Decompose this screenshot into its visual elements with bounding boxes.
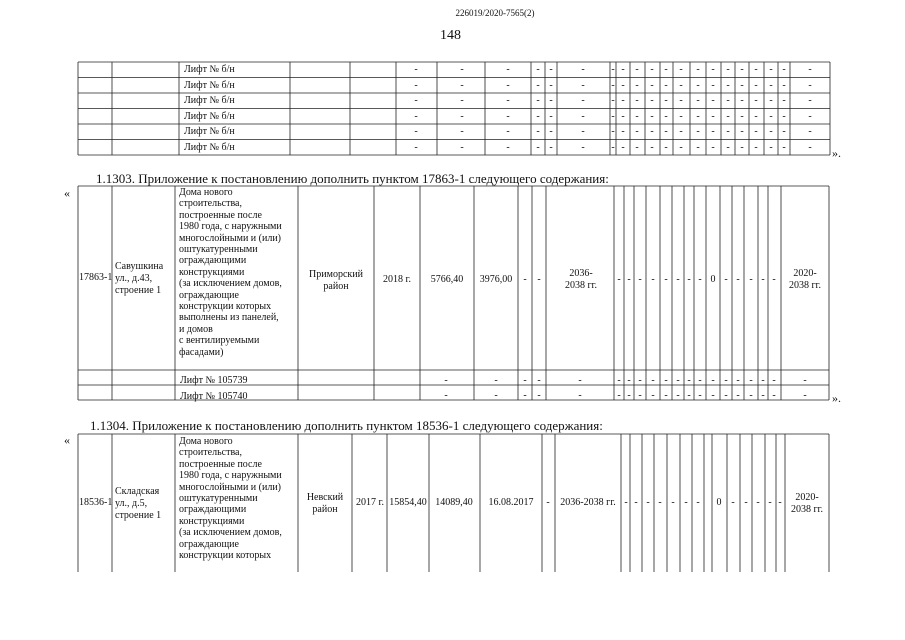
dash-cell: - xyxy=(772,274,776,285)
dash-cell: - xyxy=(635,141,639,153)
description-line: ограждающие xyxy=(179,538,239,550)
dash-cell: - xyxy=(684,497,688,508)
dash-cell: - xyxy=(711,141,715,153)
dash-cell: - xyxy=(726,141,730,153)
dash-cell: - xyxy=(546,497,550,508)
dash-cell: - xyxy=(808,64,812,75)
dash-cell: - xyxy=(711,126,715,137)
commission-date: 16.08.2017 xyxy=(488,497,534,508)
dash-cell: - xyxy=(650,110,654,122)
dash-cell: - xyxy=(494,390,498,401)
dash-cell: - xyxy=(506,95,510,106)
description-line: построенные после xyxy=(179,458,262,470)
dash-cell: - xyxy=(749,390,753,401)
lift-name: Лифт № б/н xyxy=(184,126,235,137)
dash-cell: - xyxy=(460,110,464,122)
description-line: Дома нового xyxy=(179,187,233,198)
dash-cell: - xyxy=(650,79,654,91)
dash-cell: - xyxy=(808,95,812,106)
dash-cell: - xyxy=(414,79,418,91)
dash-cell: - xyxy=(635,95,639,106)
dash-cell: - xyxy=(754,126,758,137)
description-line: 1980 года, с наружными xyxy=(179,470,282,482)
description-line: многослойными и (или) xyxy=(179,232,282,244)
dash-cell: - xyxy=(664,274,668,285)
dash-cell: - xyxy=(676,390,680,401)
dash-cell: - xyxy=(638,274,642,285)
paragraph-1303: 1.1303. Приложение к постановлению дополнить пунктом 17863-1 следующего содержания: xyxy=(96,171,609,186)
dash-cell: - xyxy=(687,274,691,285)
dash-cell: - xyxy=(782,95,786,106)
description-line: построенные после xyxy=(179,209,262,221)
dash-cell: - xyxy=(749,274,753,285)
dash-cell: - xyxy=(803,375,807,386)
dash-cell: - xyxy=(698,375,702,386)
dash-cell: - xyxy=(761,375,765,386)
build-year: 2018 г. xyxy=(383,274,411,285)
district: Невский район xyxy=(306,492,344,515)
dash-cell: - xyxy=(740,110,744,122)
dash-cell: - xyxy=(696,64,700,75)
dash-cell: - xyxy=(414,64,418,75)
lift-name: Лифт № б/н xyxy=(184,79,235,91)
building-description xyxy=(179,187,282,358)
dash-cell: - xyxy=(537,375,541,386)
dash-cell: - xyxy=(740,64,744,75)
address: Складская ул., д.5, строение 1 xyxy=(115,486,162,521)
dash-cell: - xyxy=(549,95,553,106)
dash-cell: - xyxy=(523,375,527,386)
dash-cell: - xyxy=(635,126,639,137)
dash-cell: - xyxy=(740,95,744,106)
dash-cell: - xyxy=(754,95,758,106)
description-line: Дома нового xyxy=(179,436,233,447)
dash-cell: - xyxy=(414,110,418,122)
address: Савушкина ул., д.43, строение 1 xyxy=(115,261,164,296)
closing-quote-2: ». xyxy=(832,391,841,405)
dash-cell: - xyxy=(772,390,776,401)
final-period: 2020- 2038 гг. xyxy=(788,268,822,291)
description-line: оштукатуренными xyxy=(179,244,258,256)
description-line: конструкциями xyxy=(179,515,245,527)
dash-cell: - xyxy=(536,141,540,153)
dash-cell: - xyxy=(581,95,585,106)
dash-cell: - xyxy=(679,64,683,75)
dash-cell: - xyxy=(611,141,615,153)
dash-cell: - xyxy=(671,497,675,508)
dash-cell: - xyxy=(611,79,615,91)
dash-cell: - xyxy=(711,64,715,75)
dash-cell: - xyxy=(711,375,715,386)
dash-cell: - xyxy=(756,497,760,508)
dash-cell: - xyxy=(698,390,702,401)
dash-cell: - xyxy=(581,64,585,75)
dash-cell: - xyxy=(726,64,730,75)
zero-value: 0 xyxy=(710,274,716,285)
dash-cell: - xyxy=(754,110,758,122)
dash-cell: - xyxy=(627,274,631,285)
dash-cell: - xyxy=(696,126,700,137)
dash-cell: - xyxy=(761,390,765,401)
dash-cell: - xyxy=(803,390,807,401)
dash-cell: - xyxy=(664,126,668,137)
district: Приморский район xyxy=(309,269,363,292)
dash-cell: - xyxy=(578,375,582,386)
dash-cell: - xyxy=(726,79,730,91)
dash-cell: - xyxy=(754,141,758,153)
dash-cell: - xyxy=(621,95,625,106)
dash-cell: - xyxy=(782,110,786,122)
dash-cell: - xyxy=(650,141,654,153)
dash-cell: - xyxy=(769,110,773,122)
dash-cell: - xyxy=(635,64,639,75)
dash-cell: - xyxy=(621,126,625,137)
lift-105739: Лифт № 105739 xyxy=(180,375,248,386)
dash-cell: - xyxy=(769,79,773,91)
description-line: многослойными и (или) xyxy=(179,481,282,493)
description-line: ограждающими xyxy=(179,255,247,267)
document-number: 226019/2020-7565(2) xyxy=(455,8,535,18)
dash-cell: - xyxy=(664,64,668,75)
dash-cell: - xyxy=(740,141,744,153)
dash-cell: - xyxy=(536,79,540,91)
dash-cell: - xyxy=(617,390,621,401)
build-year: 2017 г. xyxy=(356,497,384,508)
dash-cell: - xyxy=(724,375,728,386)
dash-cell: - xyxy=(549,110,553,122)
dash-cell: - xyxy=(676,375,680,386)
dash-cell: - xyxy=(782,79,786,91)
dash-cell: - xyxy=(698,274,702,285)
final-period: 2020- 2038 гг. xyxy=(790,492,824,515)
dash-cell: - xyxy=(650,64,654,75)
dash-cell: - xyxy=(679,95,683,106)
dash-cell: - xyxy=(664,79,668,91)
dash-cell: - xyxy=(611,110,615,122)
dash-cell: - xyxy=(740,126,744,137)
dash-cell: - xyxy=(460,64,464,75)
description-line: оштукатуренными xyxy=(179,493,258,505)
dash-cell: - xyxy=(611,64,615,75)
dash-cell: - xyxy=(772,375,776,386)
dash-cell: - xyxy=(634,497,638,508)
description-line: строительства, xyxy=(179,198,242,210)
dash-cell: - xyxy=(621,79,625,91)
building-description xyxy=(179,436,282,561)
total-area: 15854,40 xyxy=(389,497,427,508)
dash-cell: - xyxy=(460,126,464,137)
dash-cell: - xyxy=(754,64,758,75)
dash-cell: - xyxy=(769,95,773,106)
dash-cell: - xyxy=(761,274,765,285)
dash-cell: - xyxy=(414,141,418,153)
dash-cell: - xyxy=(664,375,668,386)
description-line: строительства, xyxy=(179,447,242,459)
dash-cell: - xyxy=(726,95,730,106)
dash-cell: - xyxy=(537,274,541,285)
dash-cell: - xyxy=(627,375,631,386)
page-number: 148 xyxy=(440,28,461,43)
description-line: ограждающие xyxy=(179,289,239,301)
dash-cell: - xyxy=(536,64,540,75)
living-area: 14089,40 xyxy=(435,497,473,508)
dash-cell: - xyxy=(696,497,700,508)
dash-cell: - xyxy=(711,390,715,401)
dash-cell: - xyxy=(651,390,655,401)
dash-cell: - xyxy=(664,95,668,106)
zero-value: 0 xyxy=(716,497,722,508)
lift-105740: Лифт № 105740 xyxy=(180,391,248,402)
dash-cell: - xyxy=(664,390,668,401)
dash-cell: - xyxy=(460,95,464,106)
dash-cell: - xyxy=(536,110,540,122)
opening-quote-3: « xyxy=(64,433,70,447)
lift-name: Лифт № б/н xyxy=(184,95,235,106)
dash-cell: - xyxy=(782,141,786,153)
description-line: конструкциями xyxy=(179,266,245,278)
dash-cell: - xyxy=(624,497,628,508)
description-line: выполнены из панелей, xyxy=(179,312,279,324)
dash-cell: - xyxy=(679,141,683,153)
dash-cell: - xyxy=(769,64,773,75)
dash-cell: - xyxy=(724,390,728,401)
dash-cell: - xyxy=(769,141,773,153)
dash-cell: - xyxy=(646,497,650,508)
dash-cell: - xyxy=(744,497,748,508)
dash-cell: - xyxy=(549,79,553,91)
description-line: и домов xyxy=(179,323,213,335)
dash-cell: - xyxy=(749,375,753,386)
total-area: 5766,40 xyxy=(430,274,464,285)
dash-cell: - xyxy=(638,375,642,386)
lift-name: Лифт № б/н xyxy=(184,110,235,122)
dash-cell: - xyxy=(444,390,448,401)
dash-cell: - xyxy=(808,126,812,137)
description-line: 1980 года, с наружными xyxy=(179,221,282,233)
dash-cell: - xyxy=(460,79,464,91)
dash-cell: - xyxy=(650,126,654,137)
dash-cell: - xyxy=(724,274,728,285)
dash-cell: - xyxy=(740,79,744,91)
dash-cell: - xyxy=(635,79,639,91)
dash-cell: - xyxy=(523,390,527,401)
dash-cell: - xyxy=(506,110,510,122)
description-line: конструкции которых xyxy=(179,550,272,562)
repair-period: 2036- 2038 гг. xyxy=(564,268,598,291)
dash-cell: - xyxy=(696,141,700,153)
description-line: конструкции которых xyxy=(179,301,272,313)
dash-cell: - xyxy=(658,497,662,508)
dash-cell: - xyxy=(679,79,683,91)
dash-cell: - xyxy=(696,110,700,122)
repair-period: 2036-2038 гг. xyxy=(560,497,616,508)
dash-cell: - xyxy=(611,95,615,106)
dash-cell: - xyxy=(414,95,418,106)
dash-cell: - xyxy=(754,79,758,91)
dash-cell: - xyxy=(621,141,625,153)
dash-cell: - xyxy=(635,110,639,122)
dash-cell: - xyxy=(650,95,654,106)
dash-cell: - xyxy=(536,95,540,106)
description-line: (за исключением домов, xyxy=(179,527,282,539)
dash-cell: - xyxy=(651,274,655,285)
item-number: 18536-1 xyxy=(79,497,113,508)
dash-cell: - xyxy=(581,79,585,91)
dash-cell: - xyxy=(808,79,812,91)
dash-cell: - xyxy=(736,274,740,285)
dash-cell: - xyxy=(523,274,527,285)
dash-cell: - xyxy=(726,126,730,137)
dash-cell: - xyxy=(549,64,553,75)
lift-name: Лифт № б/н xyxy=(184,141,235,153)
dash-cell: - xyxy=(782,126,786,137)
dash-cell: - xyxy=(617,274,621,285)
dash-cell: - xyxy=(687,390,691,401)
dash-cell: - xyxy=(617,375,621,386)
dash-cell: - xyxy=(549,126,553,137)
dash-cell: - xyxy=(581,141,585,153)
description-line: с вентилируемыми xyxy=(179,335,260,347)
dash-cell: - xyxy=(549,141,553,153)
dash-cell: - xyxy=(808,110,812,122)
dash-cell: - xyxy=(611,126,615,137)
dash-cell: - xyxy=(726,110,730,122)
dash-cell: - xyxy=(506,64,510,75)
dash-cell: - xyxy=(460,141,464,153)
living-area: 3976,00 xyxy=(479,274,513,285)
dash-cell: - xyxy=(664,110,668,122)
dash-cell: - xyxy=(696,79,700,91)
dash-cell: - xyxy=(778,497,782,508)
dash-cell: - xyxy=(621,110,625,122)
dash-cell: - xyxy=(444,375,448,386)
dash-cell: - xyxy=(679,110,683,122)
lift-name: Лифт № б/н xyxy=(184,64,235,75)
dash-cell: - xyxy=(536,126,540,137)
dash-cell: - xyxy=(581,110,585,122)
dash-cell: - xyxy=(676,274,680,285)
dash-cell: - xyxy=(506,141,510,153)
dash-cell: - xyxy=(711,79,715,91)
dash-cell: - xyxy=(736,390,740,401)
description-line: (за исключением домов, xyxy=(179,278,282,290)
opening-quote-2: « xyxy=(64,186,70,200)
dash-cell: - xyxy=(638,390,642,401)
dash-cell: - xyxy=(768,497,772,508)
description-line: ограждающими xyxy=(179,504,247,516)
dash-cell: - xyxy=(769,126,773,137)
dash-cell: - xyxy=(578,390,582,401)
dash-cell: - xyxy=(494,375,498,386)
dash-cell: - xyxy=(679,126,683,137)
dash-cell: - xyxy=(506,126,510,137)
dash-cell: - xyxy=(736,375,740,386)
dash-cell: - xyxy=(506,79,510,91)
dash-cell: - xyxy=(664,141,668,153)
dash-cell: - xyxy=(627,390,631,401)
description-line: фасадами) xyxy=(179,346,224,358)
dash-cell: - xyxy=(711,110,715,122)
dash-cell: - xyxy=(621,64,625,75)
dash-cell: - xyxy=(414,126,418,137)
dash-cell: - xyxy=(696,95,700,106)
dash-cell: - xyxy=(581,126,585,137)
dash-cell: - xyxy=(782,64,786,75)
dash-cell: - xyxy=(731,497,735,508)
dash-cell: - xyxy=(711,95,715,106)
closing-quote-1: ». xyxy=(832,146,841,160)
paragraph-1304: 1.1304. Приложение к постановлению дополнить пунктом 18536-1 следующего содержания: xyxy=(90,418,603,433)
dash-cell: - xyxy=(687,375,691,386)
dash-cell: - xyxy=(808,141,812,153)
item-number: 17863-1 xyxy=(79,272,113,283)
dash-cell: - xyxy=(651,375,655,386)
dash-cell: - xyxy=(537,390,541,401)
